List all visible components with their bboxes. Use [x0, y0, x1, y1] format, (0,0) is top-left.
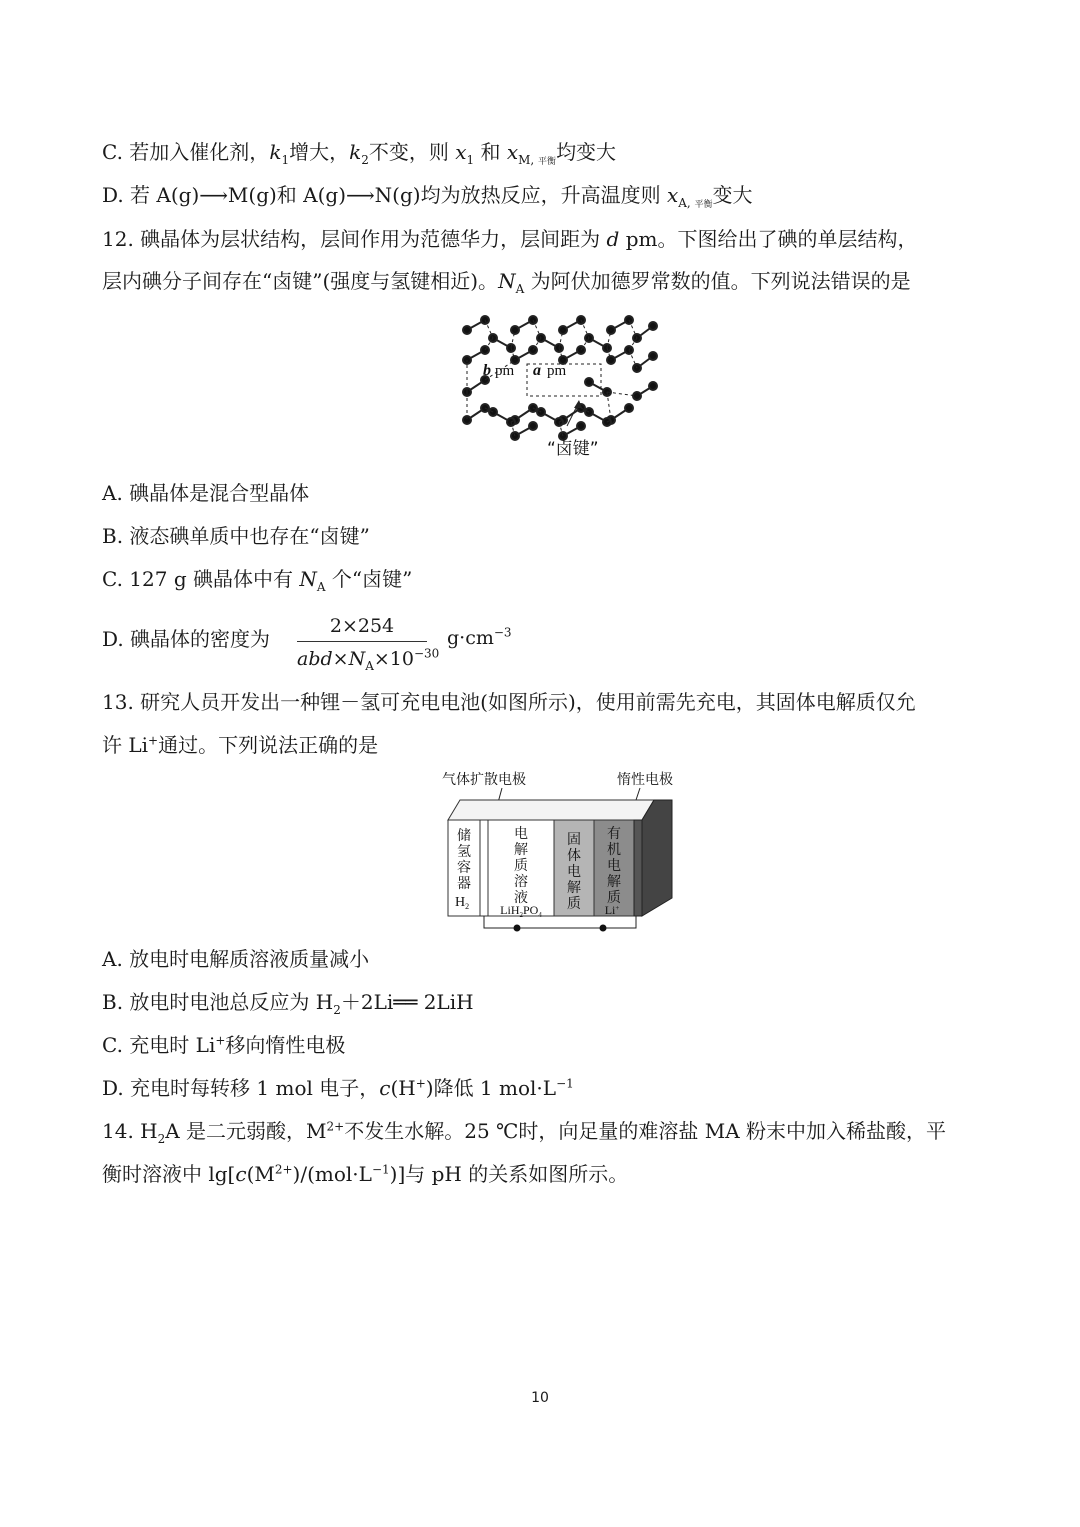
svg-text:储: 储	[457, 828, 471, 844]
q12-option-c: C. 127 g 碘晶体中有 $N_A$ 个“卤键”	[102, 567, 413, 594]
svg-text:有: 有	[607, 826, 621, 842]
label-pm-1: pm	[495, 363, 515, 379]
svg-text:解: 解	[607, 874, 621, 890]
page-number: 10	[531, 1390, 549, 1406]
fraction-numerator: 2×254	[297, 615, 427, 642]
q13-option-a: A. 放电时电解质溶液质量减小	[102, 947, 370, 971]
svg-text:H2: $H_2$	[454, 895, 470, 911]
svg-text:体: 体	[567, 848, 581, 864]
q14-stem-line1: 14. $H_2A$ 是二元弱酸，$M^{2+}$不发生水解。25 ℃时，向足量的难溶盐 MA 粉末中加入稀盐酸，平	[102, 1119, 947, 1146]
q13-stem-line2: 许 Li+通过。下列说法正确的是	[102, 733, 379, 757]
svg-text:质: 质	[567, 896, 581, 912]
svg-text:溶: 溶	[514, 874, 528, 890]
svg-text:质: 质	[607, 890, 621, 906]
label-halogen-bond: “卤键”	[547, 439, 599, 459]
svg-text:解: 解	[514, 842, 528, 858]
q13-stem-line1: 13. 研究人员开发出一种锂－氢可充电电池(如图所示)，使用前需先充电，其固体电解质仅允	[102, 690, 916, 714]
svg-text:液: 液	[514, 890, 528, 906]
q12-option-d: D. 碘晶体的密度为	[102, 627, 271, 651]
label-pm-2: pm	[547, 363, 567, 379]
svg-text:电: 电	[514, 826, 528, 842]
q12-option-b: B. 液态碘单质中也存在“卤键”	[102, 524, 370, 548]
svg-text:解: 解	[567, 880, 581, 896]
density-unit: $g\cdot cm^{-3}$	[447, 625, 512, 649]
svg-text:器: 器	[457, 876, 471, 892]
label-inert-electrode: 惰性电极	[617, 772, 673, 788]
svg-text:电: 电	[607, 858, 621, 874]
svg-text:机: 机	[607, 842, 621, 858]
external-circuit	[484, 916, 636, 928]
q14-stem-line2: 衡时溶液中 $\lg[c(M^{2+})/(mol\cdot L^{-1})]$与 pH 的关系如图所示。	[102, 1162, 629, 1186]
svg-text:容: 容	[457, 860, 471, 876]
q12-stem-line1: 12. 碘晶体为层状结构，层间作用为范德华力，层间距为 d pm。下图给出了碘的单层结构，	[102, 227, 918, 251]
svg-text:Li+: Li+	[604, 903, 620, 917]
svg-text:LiH2PO4: $LiH_2PO_4$	[500, 903, 542, 919]
q13-option-c: C. 充电时 Li+移向惰性电极	[102, 1033, 346, 1057]
q13-option-d: D. 充电时每转移 1 mol 电子，c(H+)降低 1 $mol\cdot L^{-1}$	[102, 1076, 574, 1100]
q11-option-c: C. 若加入催化剂，$k_1$增大，$k_2$不变，则 $x_1$ 和 $x_{M,}$ $_{平衡}$均变大	[102, 140, 617, 167]
label-b: b	[483, 362, 491, 379]
q12-stem-line2: 层内碘分子间存在“卤键”(强度与氢键相近)。$N_A$ 为阿伏加德罗常数的值。下列说法错误的是	[102, 269, 911, 296]
q13-option-b: B. 放电时电池总反应为 $H_2+2Li══$ 2LiH	[102, 990, 474, 1017]
fraction-denominator: $abd\times N_A\times 10^{-30}$	[297, 646, 440, 673]
svg-text:固: 固	[567, 832, 581, 848]
inert-electrode	[634, 820, 642, 916]
svg-text:氢: 氢	[457, 844, 471, 860]
q12-option-a: A. 碘晶体是混合型晶体	[102, 481, 310, 505]
svg-text:电: 电	[567, 864, 581, 880]
battery-diagram-figure	[440, 766, 685, 936]
svg-text:质: 质	[514, 858, 528, 874]
iodine-layer-structure-figure	[455, 308, 665, 460]
gas-diffusion-electrode	[480, 820, 488, 916]
label-a: a	[533, 362, 541, 379]
density-fraction	[297, 615, 440, 673]
q11-option-d: D. 若 A(g)⟶M(g)和 A(g)⟶N(g)均为放热反应，升高温度则 $x_{A,}$ $_{平衡}$变大	[102, 183, 753, 210]
label-gas-electrode: 气体扩散电极	[442, 772, 526, 788]
